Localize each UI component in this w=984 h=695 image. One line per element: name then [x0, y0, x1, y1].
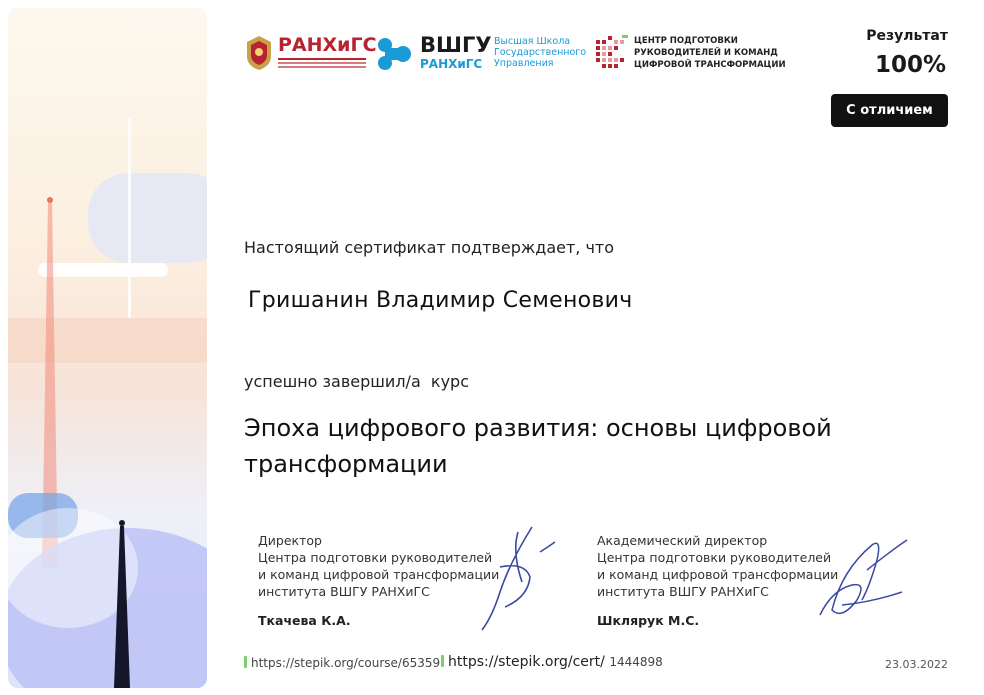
- center-logo: [594, 30, 786, 76]
- signature-2: [812, 530, 912, 630]
- signatory-1-title-line: и команд цифровой трансформации: [258, 567, 500, 582]
- vshgu-molecule-icon: [376, 36, 412, 72]
- confirmation-text: Настоящий сертификат подтверждает, что: [244, 238, 615, 257]
- vshgu-logo: [376, 30, 586, 76]
- signatory-1-title-line: института ВШГУ РАНХиГС: [258, 584, 430, 599]
- course-title-line-1: Эпоха цифрового развития: основы цифровой: [244, 414, 832, 442]
- logos-row: [244, 30, 786, 76]
- distinction-badge: С отличием: [831, 94, 948, 127]
- issue-date: 23.03.2022: [885, 658, 948, 671]
- signatory-2-title-line: Центра подготовки руководителей: [597, 550, 832, 565]
- vshgu-desc-line-1: Высшая Школа: [494, 36, 571, 47]
- vshgu-desc-line-2: Государственного: [494, 47, 587, 58]
- ranepa-logo: [244, 30, 377, 76]
- vshgu-logo-title: ВШГУ: [420, 33, 492, 57]
- signatory-1-title-line: Директор: [258, 533, 322, 548]
- signatory-1-title-line: Центра подготовки руководителей: [258, 550, 493, 565]
- decorative-side-panel: [8, 8, 207, 688]
- center-pixel-icon: [594, 34, 630, 70]
- result-value: 100%: [874, 52, 946, 78]
- course-link[interactable]: [244, 656, 440, 670]
- recipient-name: Гришанин Владимир Семенович: [248, 288, 633, 313]
- signatory-1-name: Ткачева К.А.: [258, 613, 351, 628]
- result-label: Результат: [866, 28, 948, 44]
- signatory-2-title-line: Академический директор: [597, 533, 768, 548]
- completion-text: успешно завершил/а курс: [244, 372, 470, 391]
- center-desc-line-1: ЦЕНТР ПОДГОТОВКИ: [634, 36, 738, 46]
- signature-1: [470, 522, 560, 632]
- center-desc-line-3: ЦИФРОВОЙ ТРАНСФОРМАЦИИ: [634, 60, 786, 70]
- ranepa-logo-text: РАНХиГС: [278, 34, 377, 56]
- course-link-text[interactable]: https://stepik.org/course/65359: [251, 656, 441, 670]
- link-marker: [244, 656, 247, 668]
- course-title-line-2: трансформации: [244, 450, 448, 478]
- signatory-2-name: Шклярук М.С.: [597, 613, 700, 628]
- link-marker: [441, 655, 444, 667]
- ranepa-emblem-icon: [244, 34, 274, 72]
- certificate-number: 1444898: [609, 655, 663, 669]
- vshgu-logo-subtitle: РАНХиГС: [420, 57, 483, 71]
- abstract-artwork: [8, 8, 207, 688]
- signatory-2-title-line: института ВШГУ РАНХиГС: [597, 584, 769, 599]
- course-title: [244, 410, 904, 482]
- signatory-2-title: [597, 532, 847, 600]
- vshgu-desc-line-3: Управления: [494, 58, 554, 69]
- center-desc-line-2: РУКОВОДИТЕЛЕЙ И КОМАНД: [634, 48, 778, 58]
- signatory-2-title-line: и команд цифровой трансформации: [597, 567, 839, 582]
- certificate-link[interactable]: [441, 654, 663, 670]
- certificate-link-text[interactable]: https://stepik.org/cert/: [448, 654, 605, 670]
